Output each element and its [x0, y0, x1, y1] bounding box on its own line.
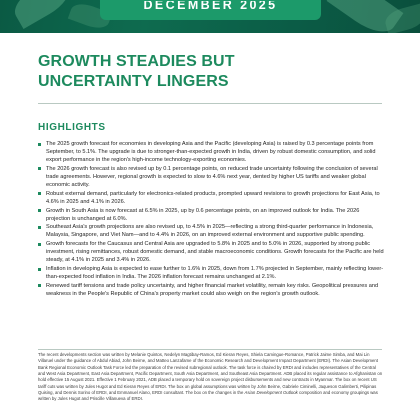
- highlight-item: Growth in South Asia is now forecast at 6.5% in 2025, up by 0.6 percentage points, on an improved outlook for India. The 2026 projection is unchanged at 6.0%.: [38, 207, 384, 223]
- highlight-item: Southeast Asia's growth projections are also revised up, to 4.5% in 2025—reflecting a strong third-quarter performance in Indonesia, Malaysia, Singapore, and Viet Nam—and to 4.4% in 2026, on an improved external environment and supportive public spending.: [38, 223, 384, 239]
- authorship-note: [38, 352, 384, 403]
- title-line-1: GROWTH STEADIES BUT: [38, 53, 235, 70]
- title-line-2: UNCERTAINTY LINGERS: [38, 73, 229, 90]
- highlight-item: The 2026 growth forecast is also revised up by 0.1 percentage points, on reduced trade uncertainty following the conclusion of several trade agreements. However, regional growth is expected to slow to 4.6% next year, dented by higher US tariffs and weaker global economic activity.: [38, 165, 384, 189]
- highlight-item: Robust external demand, particularly for electronics-related products, prompted upward revisions to growth projections for East Asia, to 4.6% in 2025 and 4.1% in 2026.: [38, 190, 384, 206]
- divider: [38, 103, 382, 104]
- highlight-item: Inflation in developing Asia is expected to ease further to 1.6% in 2025, down from 1.7% projected in September, mainly reflecting lower-than-expected food inflation in India. The 2026 inflation forecast remains unchanged at 2.1%.: [38, 265, 384, 281]
- highlight-item: Renewed tariff tensions and trade policy uncertainty, and higher financial market volatility, remain key risks. Geopolitical pressures and weakness in the People's Republic of China's property market could also weigh on the region's growth outlook.: [38, 282, 384, 298]
- highlight-item: The 2025 growth forecast for economies in developing Asia and the Pacific (developing Asia) is raised by 0.3 percentage points from September, to 5.1%. The upgrade is due to stronger-than-expected growth in India, driven by robust domestic consumption, and solid export performance in the region's high-income technology-exporting economies.: [38, 140, 384, 164]
- divider: [38, 349, 382, 350]
- highlight-item: Growth forecasts for the Caucasus and Central Asia are upgraded to 5.8% in 2025 and to 5.0% in 2026, supported by strong public investment, rising remittances, robust domestic demand, and stable macroeconomic conditions. Growth forecasts for the Pacific are held steady, at 4.1% in 2025 and 3.4% in 2026.: [38, 240, 384, 264]
- report-title: [38, 52, 388, 92]
- highlights-heading: HIGHLIGHTS: [38, 122, 106, 133]
- publication-name: Asian Development Outlook: [244, 390, 298, 396]
- header-banner: [0, 0, 420, 33]
- note-text: The recent developments section was written by Melanie Quintos, Nedelyn Magtibay-Ramos, Ed Kieran Reyes, Shiela Camingue-Romance, Patrick Jaime Simba, and Mai Lin Villaruel under the guidance of Abdul Abiad, John Beirne, and Matteo Lanzafame of the Economic Research and Development Impact Department (ERDI). The Asian Development Bank Regional Economic Outlook Task Force led the preparation of the revised subregional outlook. The task force is chaired by ERDI and includes representatives of the Central and West Asia Department, East Asia Department, Pacific Department, South Asia Department, and Southeast Asia Department. ADB placed its regular assistance to Afghanistan on hold effective 15 August 2021. Effective 1 February 2021, ADB placed a temporary hold on sovereign project disbursements and new contracts in Myanmar. The box on recent US tariff cuts was written by Jules Hugot and Ed Kieran Reyes of ERDI. The box on global assumptions was written by John Beirne, Gabriele Ciminelli, Jaqueson Galimberti, Pilipinas Quising, and Dennis Sorino of ERDI, and Emmanuel Alano, ERDI consultant. The box on the changes in the: [38, 352, 383, 396]
- leaf-decoration: [9, 0, 76, 29]
- issue-date: DECEMBER 2025: [143, 1, 278, 12]
- highlights-list: [38, 140, 384, 298]
- note-text: composition and economy groupings was written by Jules Hugot and Priscille Villanueva of ERDI.: [38, 390, 378, 402]
